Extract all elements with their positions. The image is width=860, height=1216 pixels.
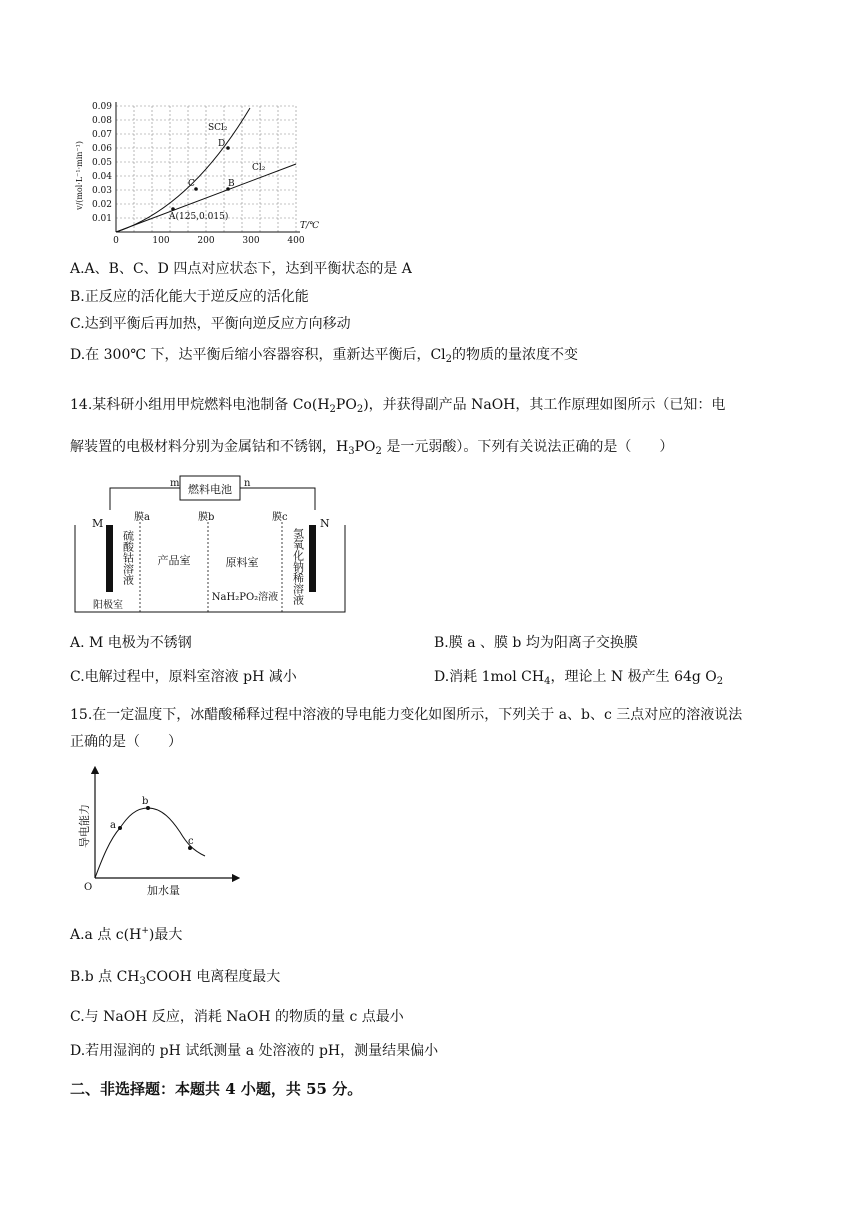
- point-A-label: A(125,0.015): [169, 212, 229, 222]
- raw-solution-label: NaH₂PO₂溶液: [211, 592, 279, 603]
- anode-solution-label: 硫酸钴溶液: [121, 530, 135, 585]
- y-tick: 0.04: [91, 172, 112, 182]
- electrode-N-label: N: [320, 517, 330, 530]
- q13-option-b: B.正反应的活化能大于逆反应的活化能: [70, 289, 309, 305]
- q15-option-c: C.与 NaOH 反应，消耗 NaOH 的物质的量 c 点最小: [70, 1009, 404, 1025]
- q14-option-a: A. M 电极为不锈钢: [70, 635, 192, 651]
- q13-d-pre: D.在 300℃ 下，达平衡后缩小容器容积，重新达平衡后，: [70, 347, 431, 363]
- product-room-label: 产品室: [157, 554, 191, 567]
- point-D: [226, 146, 230, 150]
- electrolysis-diagram: [70, 470, 360, 618]
- x-tick: 100: [152, 236, 170, 246]
- point-A: [171, 207, 175, 211]
- x-tick: 300: [242, 236, 260, 246]
- q13-d-chem: Cl: [430, 347, 446, 363]
- raw-room-label: 原料室: [225, 556, 259, 569]
- point-a: [118, 826, 122, 830]
- q13-d-post: 的物质的量浓度不变: [452, 347, 579, 363]
- chart1-y-label: v/(mol·L⁻¹·min⁻¹): [75, 141, 84, 210]
- terminal-n: n: [244, 478, 251, 489]
- y-tick: 0.03: [91, 186, 112, 196]
- terminal-m: m: [170, 478, 180, 489]
- q15-option-b: B.b 点 $CH_3COOH$ 电离程度最大: [70, 969, 281, 987]
- x-tick: 400: [287, 236, 305, 246]
- y-tick: 0.09: [91, 102, 112, 112]
- q15-stem-line1: 15.在一定温度下，冰醋酸稀释过程中溶液的导电能力变化如图所示，下列关于 a、b、c 三点对应的溶液说法: [70, 707, 743, 723]
- x-tick: 200: [197, 236, 215, 246]
- conductivity-chart: [72, 764, 244, 898]
- q14-stem-line1: 14.某科研小组用甲烷燃料电池制备 $Co(H_2PO_2)$，并获得副产品 NaOH，其工作原理如图所示（已知：电: [70, 397, 726, 415]
- wire-right: [240, 488, 315, 510]
- q15-option-d: D.若用湿润的 pH 试纸测量 a 处溶液的 pH，测量结果偏小: [70, 1043, 439, 1059]
- y-tick: 0.08: [91, 116, 112, 126]
- cathode-solution-label: 氢氧化钠稀溶液: [291, 528, 305, 605]
- q14-stem-line2: 解装置的电极材料分别为金属钴和不锈钢，$H_3PO_2$ 是一元弱酸）。下列有关说法正确的是（ ）: [70, 439, 674, 457]
- membrane-b-label: 膜b: [198, 512, 215, 523]
- scl2-label: SCl₂: [208, 123, 228, 133]
- q13-option-a: A.A、B、C、D 四点对应状态下，达到平衡状态的是 A: [70, 261, 412, 277]
- y-tick: 0.05: [91, 158, 112, 168]
- chart2-x-label: 加水量: [147, 884, 180, 897]
- y-tick: 0.06: [91, 144, 112, 154]
- point-D-label: D: [218, 139, 226, 149]
- origin-label: O: [84, 882, 93, 893]
- electrolysis-tank: [75, 525, 345, 612]
- electrode-M-label: M: [92, 517, 104, 530]
- y-tick: 0.07: [91, 130, 112, 140]
- x-tick: 0: [113, 236, 119, 246]
- electrode-M: [106, 525, 113, 592]
- anode-room-label: 阳极室: [93, 600, 123, 611]
- electrode-N: [309, 525, 316, 592]
- fuel-cell-label: 燃料电池: [188, 483, 232, 496]
- point-C-label: C: [188, 179, 195, 189]
- q14-option-c: C.电解过程中，原料室溶液 pH 减小: [70, 669, 297, 685]
- q13-option-d: D.在 300℃ 下，达平衡后缩小容器容积，重新达平衡后，$Cl_2$的物质的量浓度不变: [70, 347, 579, 365]
- point-B-label: B: [228, 179, 235, 189]
- cl2-label: Cl₂: [252, 163, 266, 173]
- q15-stem-line2: 正确的是（ ）: [70, 734, 182, 750]
- q13-option-c: C.达到平衡后再加热，平衡向逆反应方向移动: [70, 316, 351, 332]
- q14-option-b: B.膜 a 、膜 b 均为阳离子交换膜: [434, 635, 638, 651]
- wire-left: [110, 488, 180, 510]
- q14-option-d: D.消耗 1mol $CH_4$，理论上 N 极产生 64g $O_2$: [434, 669, 724, 687]
- y-tick: 0.02: [91, 200, 112, 210]
- q15-option-a: A.a 点 c(H+)最大: [70, 926, 183, 943]
- y-tick: 0.01: [91, 214, 112, 224]
- point-b-label: b: [142, 796, 149, 807]
- membrane-c-label: 膜c: [272, 512, 288, 523]
- point-c-label: c: [188, 836, 194, 847]
- chart1-x-label: T/℃: [300, 221, 320, 231]
- rate-temperature-chart: [70, 98, 340, 248]
- section-heading: 二、非选择题：本题共 4 小题，共 55 分。: [70, 1080, 363, 1098]
- chart2-y-label: 导电能力: [78, 804, 91, 848]
- membrane-a-label: 膜a: [134, 512, 150, 523]
- point-a-label: a: [110, 820, 116, 831]
